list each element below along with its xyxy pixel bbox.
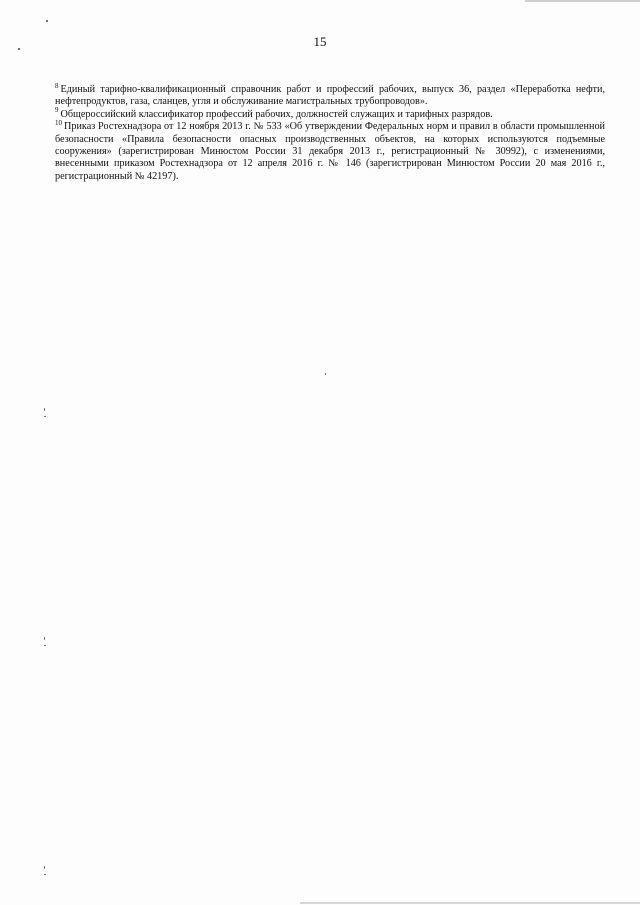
footnote-text: Приказ Ростехнадзора от 12 ноября 2013 г. № 533 «Об утверждении Федеральных норм и правил в области промышленной безопасности «Правила безопасности опасных производственных объектов, на которых используются подъемные сооружения» (зарегистрирован Минюстом России 31 декабря 2013 г., регистрационный № 30992), с изменениями, внесенными приказом Ростехнадзора от 12 апреля 2016 г. № 146 (зарегистрирован Минюстом России 20 мая 2016 г., регистрационный № 42197). [55,121,605,182]
footnote-mark: 8 [55,81,59,90]
scan-speck [46,20,48,22]
footnote-text: Единый тарифно-квалификационный справочник работ и профессий рабочих, выпуск 36, раздел «Переработка нефти, нефтепродуктов, газа, сланцев, угля и обслуживание магистральных трубопроводов». [55,84,605,108]
footnote-mark: 9 [55,106,59,115]
footnotes-section [55,81,605,183]
scan-speck [44,637,45,640]
scan-speck [325,373,326,375]
footnote-mark: 10 [55,118,62,127]
page-number: 15 [313,34,327,49]
footnote-text: Общероссийский классификатор профессий рабочих, должностей служащих и тарифных разрядов. [60,108,493,120]
scan-speck [44,416,46,417]
footnote-8 [55,81,605,109]
scan-speck [44,874,46,875]
scan-edge-bottom [300,902,640,904]
scan-speck [44,408,45,411]
scan-speck [18,48,20,50]
scan-speck [44,645,46,646]
scan-speck [44,866,45,869]
scan-edge-top [525,0,640,2]
footnote-9 [55,106,605,121]
footnote-10 [55,118,605,183]
